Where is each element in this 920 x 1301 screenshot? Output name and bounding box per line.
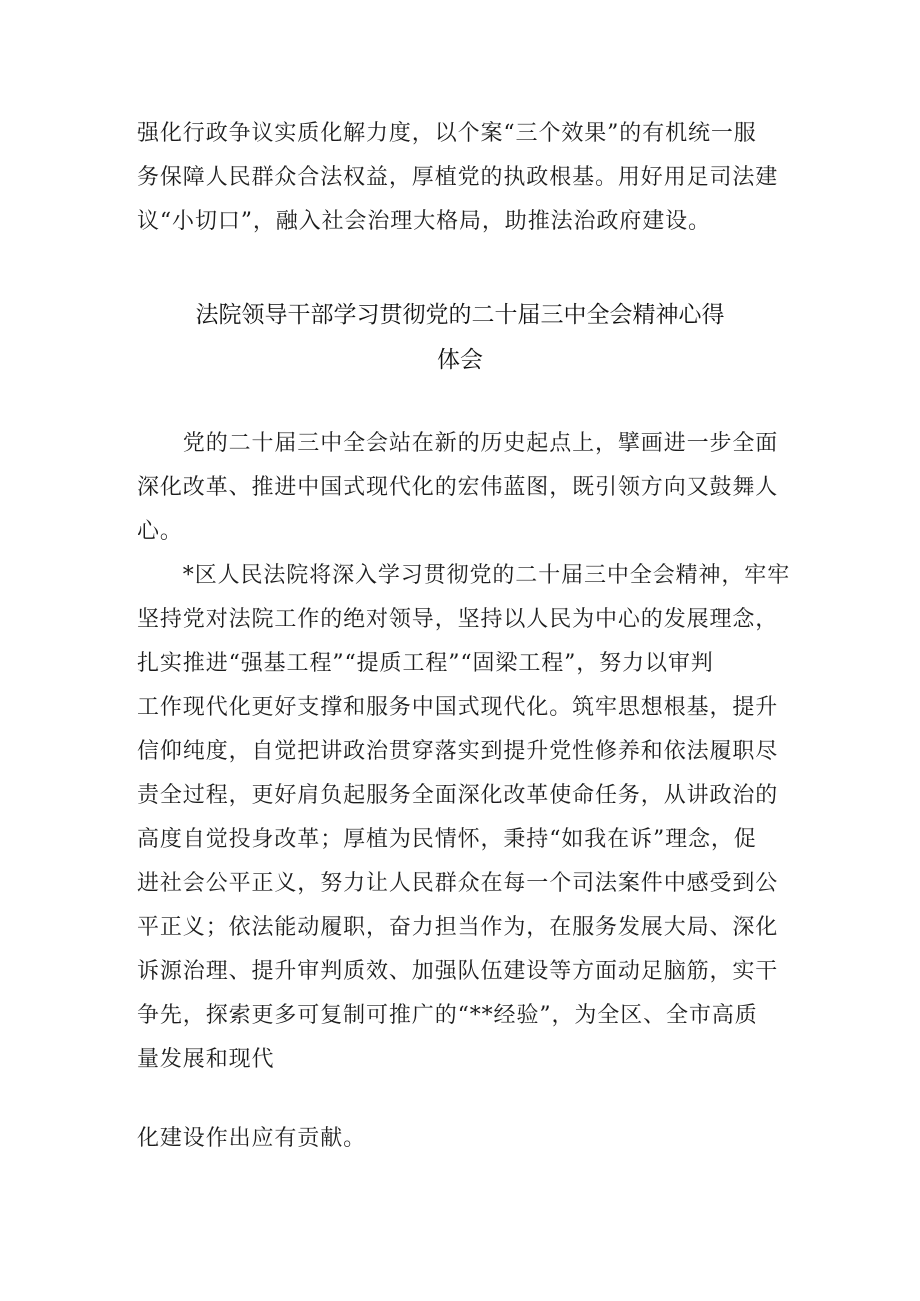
text-line: 坚持党对法院工作的绝对领导，坚持以人民为中心的发展理念，	[137, 607, 779, 632]
text-line: 务保障人民群众合法权益，厚植党的执政根基。用好用足司法建	[137, 165, 779, 190]
article-title-line: 法院领导干部学习贯彻党的二十届三中全会精神心得	[195, 302, 725, 328]
text-line: 争先，探索更多可复制可推广的“**经验”，为全区、全市高质	[137, 1003, 758, 1028]
article-title-line: 体会	[437, 347, 483, 373]
text-line: 平正义；依法能动履职，奋力担当作为，在服务发展大局、深化	[137, 915, 779, 940]
text-line: 党的二十届三中全会站在新的历史起点上，擘画进一步全面	[137, 431, 779, 456]
text-line: 量发展和现代	[137, 1047, 275, 1072]
text-line: 诉源治理、提升审判质效、加强队伍建设等方面动足脑筋，实干	[137, 959, 779, 984]
text-line: 议“小切口”，融入社会治理大格局，助推法治政府建设。	[137, 209, 711, 234]
text-line: 扎实推进“强基工程”“提质工程”“固梁工程”，努力以审判	[137, 651, 714, 676]
text-line: 信仰纯度，自觉把讲政治贯穿落实到提升党性修养和依法履职尽	[137, 739, 779, 764]
text-line: 责全过程，更好肩负起服务全面深化改革使命任务，从讲政治的	[137, 783, 779, 808]
text-line: 高度自觉投身改革；厚植为民情怀，秉持“如我在诉”理念，促	[137, 827, 757, 852]
text-line: 深化改革、推进中国式现代化的宏伟蓝图，既引领方向又鼓舞人	[137, 475, 779, 500]
text-line: 工作现代化更好支撑和服务中国式现代化。筑牢思想根基，提升	[137, 695, 779, 720]
text-line: 心。	[137, 519, 183, 544]
text-line: 强化行政争议实质化解力度，以个案“三个效果”的有机统一服	[137, 121, 757, 146]
text-line: *区人民法院将深入学习贯彻党的二十届三中全会精神，牢牢	[137, 563, 791, 588]
text-line: 进社会公平正义，努力让人民群众在每一个司法案件中感受到公	[137, 871, 779, 896]
text-line: 化建设作出应有贡献。	[137, 1126, 367, 1151]
